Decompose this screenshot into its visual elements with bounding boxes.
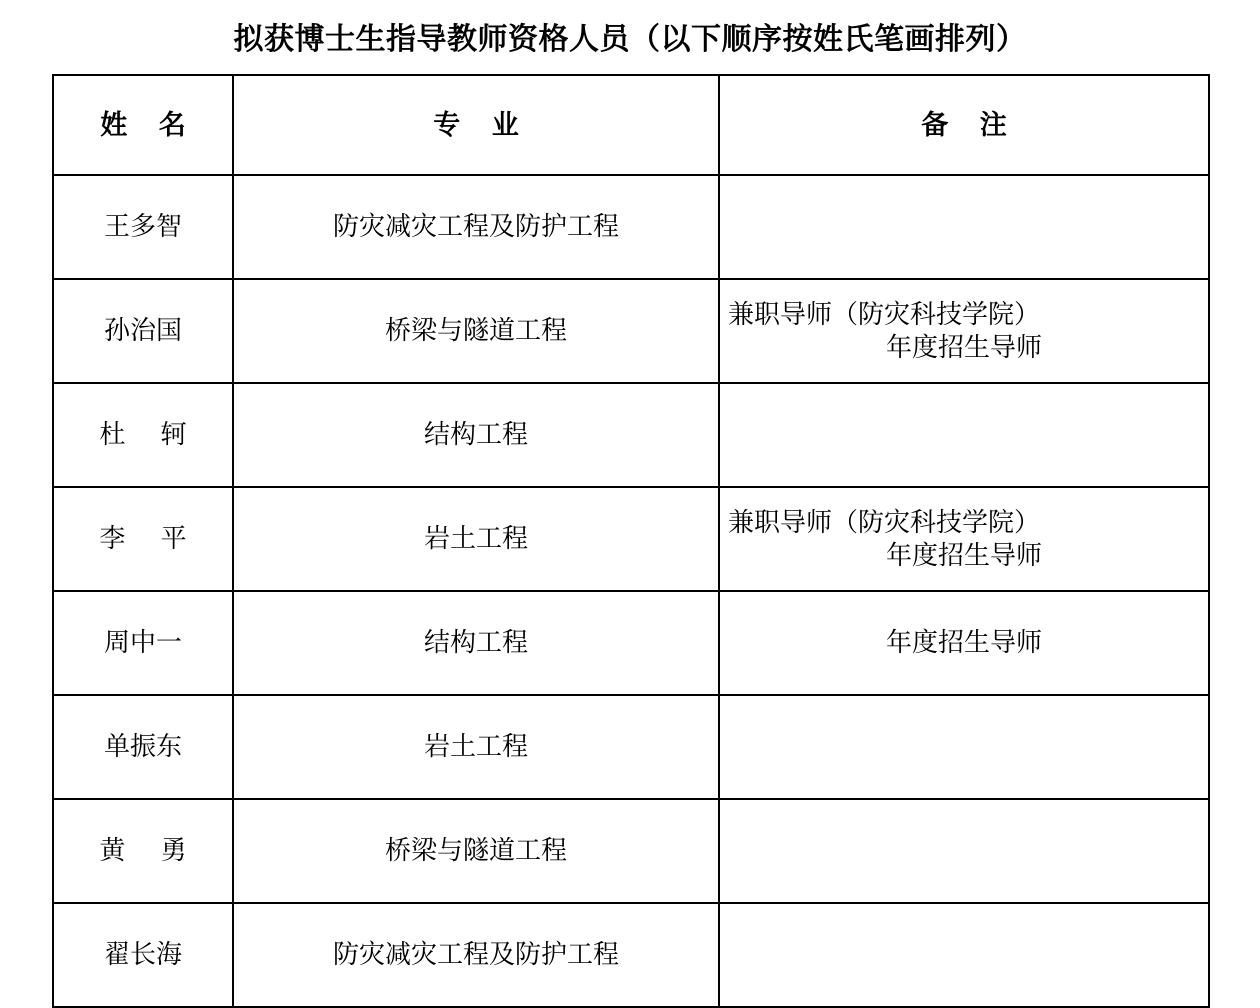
cell-remark: [719, 591, 1209, 695]
cell-major: 岩土工程: [233, 695, 719, 799]
page-title: 拟获博士生指导教师资格人员（以下顺序按姓氏笔画排列）: [233, 23, 1027, 56]
roster-table-container: [52, 74, 1208, 1008]
cell-name: 李 平: [53, 487, 233, 591]
cell-name: 周中一: [53, 591, 233, 695]
cell-major: 防灾减灾工程及防护工程: [233, 175, 719, 279]
cell-name: 王多智: [53, 175, 233, 279]
cell-major: 桥梁与隧道工程: [233, 799, 719, 903]
table-body: [53, 175, 1209, 1007]
table-header-row: [53, 75, 1209, 175]
remark-line: 兼职导师（防灾科技学院）: [728, 298, 1041, 329]
roster-table: [52, 74, 1210, 1008]
cell-remark: [719, 175, 1209, 279]
remark-line: 年度招生导师: [885, 627, 1042, 658]
cell-major: 结构工程: [233, 591, 719, 695]
table-row: [53, 383, 1209, 487]
table-row: [53, 903, 1209, 1007]
table-row: [53, 799, 1209, 903]
cell-remark: [719, 487, 1209, 591]
table-row: [53, 487, 1209, 591]
remark-line: 年度招生导师: [885, 332, 1042, 362]
column-header-remark: 备 注: [719, 75, 1209, 175]
cell-name: 单振东: [53, 695, 233, 799]
cell-name: 黄 勇: [53, 799, 233, 903]
remark-line: 兼职导师（防灾科技学院）: [728, 506, 1041, 537]
cell-name: 孙治国: [53, 279, 233, 383]
column-header-name: 姓 名: [53, 75, 233, 175]
column-header-major: 专 业: [233, 75, 719, 175]
cell-remark: [719, 903, 1209, 1007]
cell-major: 岩土工程: [233, 487, 719, 591]
table-row: [53, 175, 1209, 279]
cell-remark: [719, 279, 1209, 383]
remark-line: 年度招生导师: [885, 540, 1042, 570]
cell-name: 翟长海: [53, 903, 233, 1007]
table-row: [53, 591, 1209, 695]
cell-remark: [719, 799, 1209, 903]
cell-name: 杜 轲: [53, 383, 233, 487]
cell-remark: [719, 383, 1209, 487]
cell-major: 结构工程: [233, 383, 719, 487]
cell-major: 桥梁与隧道工程: [233, 279, 719, 383]
table-row: [53, 695, 1209, 799]
cell-major: 防灾减灾工程及防护工程: [233, 903, 719, 1007]
table-head: [53, 75, 1209, 175]
table-row: [53, 279, 1209, 383]
cell-remark: [719, 695, 1209, 799]
